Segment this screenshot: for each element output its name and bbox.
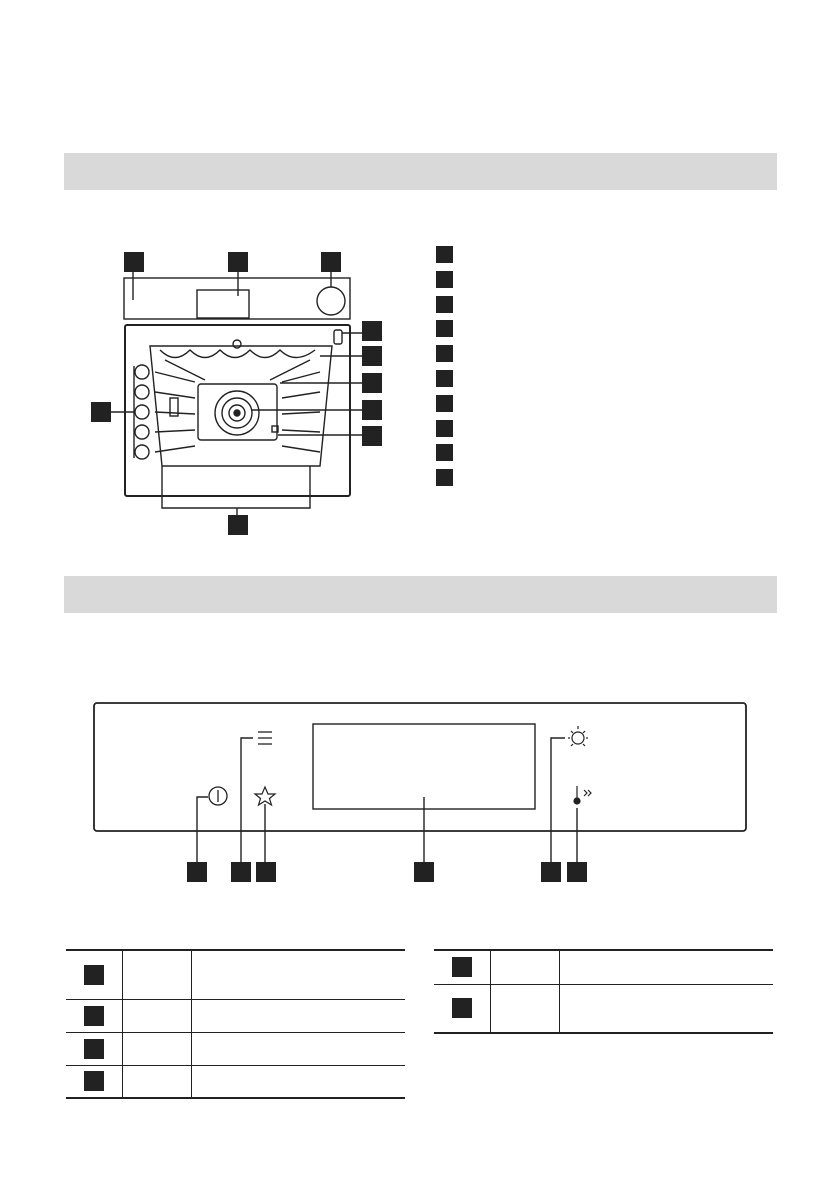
lamp-icon[interactable]: [568, 726, 588, 746]
row-marker: [84, 965, 104, 985]
table-row: [66, 1065, 405, 1098]
control-table-right: [434, 949, 773, 1034]
row-marker: [84, 1071, 104, 1091]
comment-cell: [560, 950, 774, 984]
favourites-icon[interactable]: [255, 787, 275, 805]
function-cell: [123, 950, 192, 999]
table-row: [434, 984, 773, 1033]
function-cell: [491, 984, 560, 1033]
menu-icon[interactable]: [258, 732, 272, 744]
fast-heat-up-icon[interactable]: [574, 786, 591, 804]
control-panel-outline: [94, 703, 746, 831]
row-marker: [452, 957, 472, 977]
control-table-left: [66, 949, 405, 1099]
comment-cell: [192, 1032, 406, 1065]
function-cell: [123, 999, 192, 1032]
table-row: [66, 1032, 405, 1065]
control-panel-display: [313, 724, 535, 809]
table-row: [66, 950, 405, 999]
table-row: [434, 950, 773, 984]
row-marker: [452, 998, 472, 1018]
function-cell: [123, 1032, 192, 1065]
comment-cell: [192, 950, 406, 999]
power-icon[interactable]: [209, 787, 227, 805]
function-cell: [123, 1065, 192, 1098]
comment-cell: [192, 999, 406, 1032]
comment-cell: [560, 984, 774, 1033]
row-marker: [84, 1006, 104, 1026]
function-cell: [491, 950, 560, 984]
table-row: [66, 999, 405, 1032]
comment-cell: [192, 1065, 406, 1098]
row-marker: [84, 1039, 104, 1059]
